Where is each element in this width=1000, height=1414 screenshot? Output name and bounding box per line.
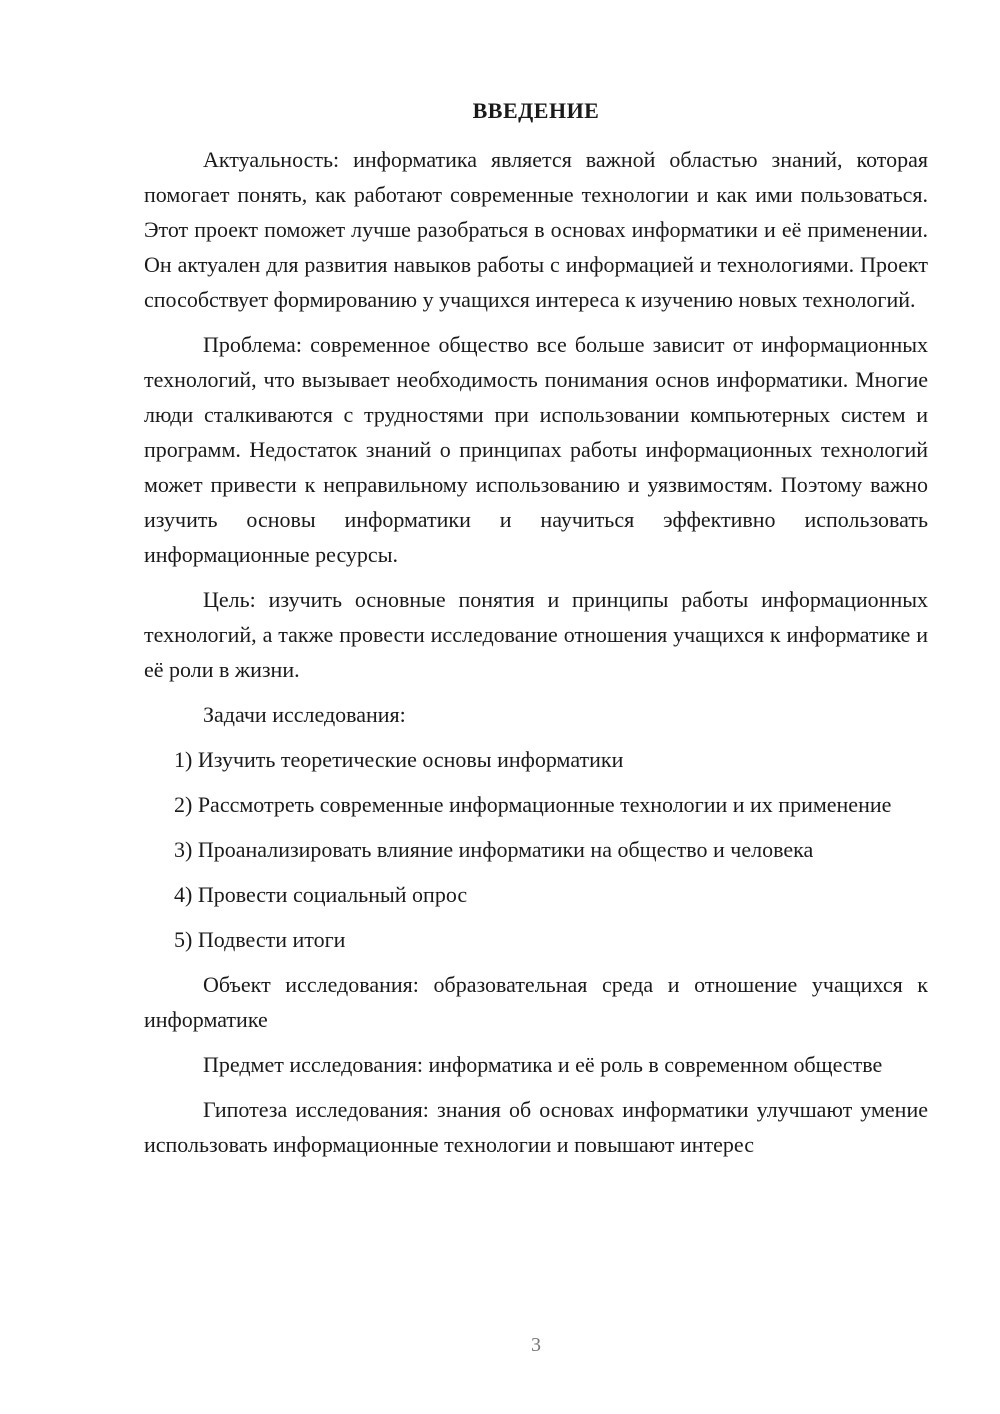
task-item: 1) Изучить теоретические основы информатики bbox=[174, 747, 624, 772]
subject-paragraph: Предмет исследования: информатика и её роль в современном обществе bbox=[203, 1052, 883, 1077]
body-text bbox=[144, 142, 928, 1172]
task-item: 4) Провести социальный опрос bbox=[174, 882, 468, 907]
task-item: 2) Рассмотреть современные информационные технологии и их применение bbox=[174, 792, 892, 817]
object-paragraph: Объект исследования: образовательная среда и отношение учащихся к информатике bbox=[144, 972, 928, 1032]
page-number: 3 bbox=[531, 1334, 541, 1356]
goal-paragraph: Цель: изучить основные понятия и принципы работы информационных технологий, а также провести исследование отношения учащихся к информатике и её роли в жизни. bbox=[144, 587, 928, 682]
task-item: 3) Проанализировать влияние информатики на общество и человека bbox=[174, 837, 814, 862]
task-item: 5) Подвести итоги bbox=[174, 927, 346, 952]
section-title: ВВЕДЕНИЕ bbox=[472, 98, 600, 123]
hypothesis-paragraph: Гипотеза исследования: знания об основах информатики улучшают умение использовать информационные технологии и повышают интерес bbox=[144, 1097, 928, 1157]
relevance-paragraph: Актуальность: информатика является важной областью знаний, которая помогает понять, как работают современные технологии и как ими пользоваться. Этот проект поможет лучше разобраться в основах информатики и её применении. Он актуален для развития навыков работы с информацией и технологиями. Проект способствует формированию у учащихся интереса к изучению новых технологий. bbox=[144, 147, 928, 312]
problem-paragraph: Проблема: современное общество все больше зависит от информационных технологий, что вызывает необходимость понимания основ информатики. Многие люди сталкиваются с трудностями при использовании компьютерных систем и программ. Недостаток знаний о принципах работы информационных технологий может привести к неправильному использованию и уязвимостям. Поэтому важно изучить основы информатики и научиться эффективно использовать информационные ресурсы. bbox=[144, 332, 928, 567]
tasks-heading: Задачи исследования: bbox=[203, 702, 406, 727]
